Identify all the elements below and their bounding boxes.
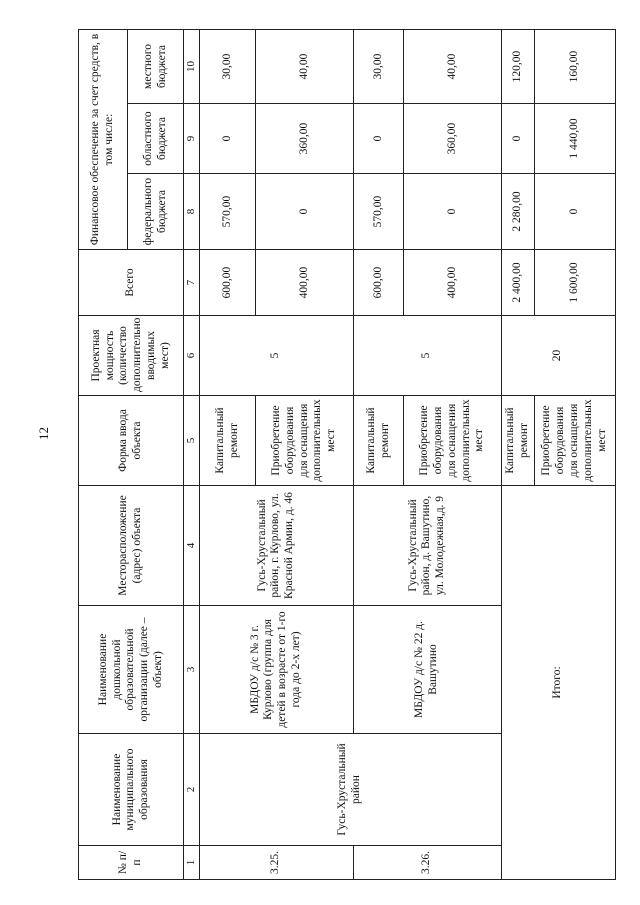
- col-number: 2: [184, 734, 199, 846]
- row-number: 3.26.: [353, 846, 501, 880]
- municipality-cell: Гусь-Хрустальный район: [199, 734, 501, 846]
- header-municipality: Наименование муниципального образования: [79, 734, 184, 846]
- input-form: Капитальный ремонт: [501, 396, 534, 486]
- total-cell: 400,00: [404, 250, 501, 316]
- federal-cell: 570,00: [353, 174, 404, 250]
- page-number: 12: [36, 427, 51, 440]
- capacity-total: 20: [501, 316, 615, 396]
- regional-cell: 0: [353, 104, 404, 174]
- federal-cell: 2 280,00: [501, 174, 534, 250]
- financing-table: [78, 29, 616, 880]
- col-number: 3: [184, 606, 199, 734]
- col-number: 7: [184, 250, 199, 316]
- row-number: 3.25.: [199, 846, 353, 880]
- header-local: местного бюджета: [127, 29, 184, 103]
- col-number: 10: [184, 29, 199, 103]
- header-num: № п/п: [79, 846, 184, 880]
- input-form: Капитальный ремонт: [199, 396, 256, 486]
- input-form: Приобретение оборудования для оснащения дополнительных мест: [534, 396, 615, 486]
- local-cell: 160,00: [534, 29, 615, 103]
- header-federal: федерального бюджета: [127, 174, 184, 250]
- local-cell: 40,00: [404, 29, 501, 103]
- federal-cell: 0: [534, 174, 615, 250]
- input-form: Приобретение оборудования для оснащения дополнительных мест: [404, 396, 501, 486]
- local-cell: 30,00: [353, 29, 404, 103]
- header-regional: областного бюджета: [127, 104, 184, 174]
- local-cell: 40,00: [256, 29, 353, 103]
- capacity-cell: 5: [199, 316, 353, 396]
- col-number: 9: [184, 104, 199, 174]
- total-label: Итого:: [501, 486, 615, 880]
- col-number: 4: [184, 486, 199, 606]
- col-number: 8: [184, 174, 199, 250]
- total-cell: 2 400,00: [501, 250, 534, 316]
- col-number: 5: [184, 396, 199, 486]
- total-cell: 600,00: [353, 250, 404, 316]
- regional-cell: 1 440,00: [534, 104, 615, 174]
- federal-cell: 0: [404, 174, 501, 250]
- total-cell: 1 600,00: [534, 250, 615, 316]
- header-address: Месторасположение (адрес) объекта: [79, 486, 184, 606]
- header-capacity: Проектная мощность (количество дополнительно вводимых мест): [79, 316, 184, 396]
- header-object: Наименование дошкольной образовательной организации (далее – объект): [79, 606, 184, 734]
- local-cell: 30,00: [199, 29, 256, 103]
- federal-cell: 570,00: [199, 174, 256, 250]
- header-total: Всего: [79, 250, 184, 316]
- rotated-table-wrapper: [78, 30, 616, 880]
- header-finance-group: Финансовое обеспечение за счет средств, в том числе:: [79, 29, 128, 249]
- regional-cell: 360,00: [256, 104, 353, 174]
- capacity-cell: 5: [353, 316, 501, 396]
- regional-cell: 360,00: [404, 104, 501, 174]
- input-form: Капитальный ремонт: [353, 396, 404, 486]
- total-cell: 400,00: [256, 250, 353, 316]
- object-address: Гусь-Хрустальный район, г. Курлово, ул. Красной Армии, д. 46: [199, 486, 353, 606]
- col-number: 6: [184, 316, 199, 396]
- regional-cell: 0: [501, 104, 534, 174]
- object-address: Гусь-Хрустальный район, д. Вашутино, ул. Молодежная,д. 9: [353, 486, 501, 606]
- object-name: МБДОУ д/с № 3 г. Курлово (группа для детей в возрасте от 1-го года до 2-х лет): [199, 606, 353, 734]
- object-name: МБДОУ д/с № 22 д. Вашутино: [353, 606, 501, 734]
- local-cell: 120,00: [501, 29, 534, 103]
- federal-cell: 0: [256, 174, 353, 250]
- input-form: Приобретение оборудования для оснащения дополнительных мест: [256, 396, 353, 486]
- col-number: 1: [184, 846, 199, 880]
- header-form: Форма ввода объекта: [79, 396, 184, 486]
- total-cell: 600,00: [199, 250, 256, 316]
- regional-cell: 0: [199, 104, 256, 174]
